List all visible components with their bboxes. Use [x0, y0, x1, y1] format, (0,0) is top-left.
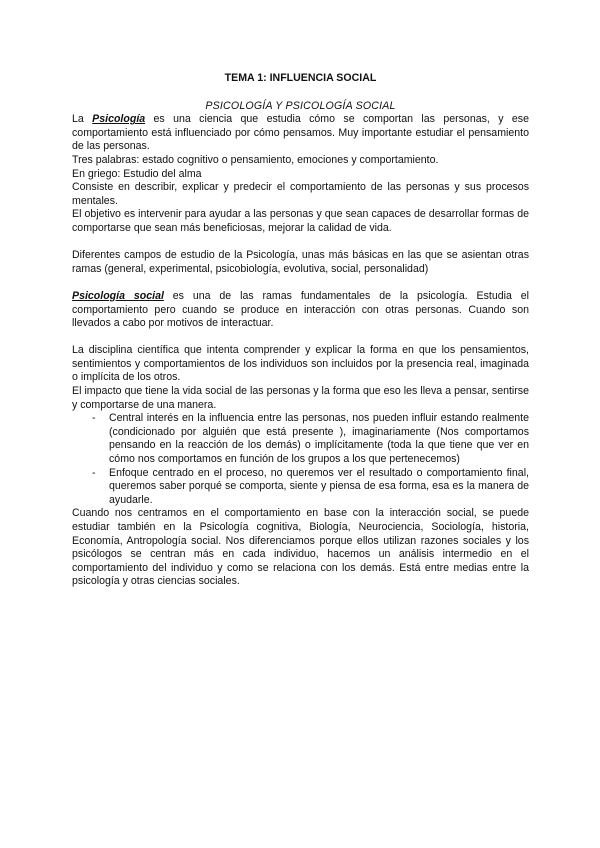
paragraph-spacer	[72, 331, 529, 345]
paragraph-disciplina: La disciplina científica que intenta comprender y explicar la forma en que los pensamientos, sentimientos y comportamientos de los individuos son incluidos por la presencia real, imaginada o implícita de los otros.	[72, 344, 529, 384]
bullet-list	[72, 412, 529, 507]
keyword-psicologia-social: Psicología social	[72, 289, 164, 302]
paragraph-lead-text: La	[72, 113, 93, 126]
paragraph-spacer	[72, 236, 529, 250]
keyword-psicologia: Psicología	[92, 113, 146, 126]
paragraph-psicologia-definition	[72, 113, 529, 154]
paragraph-spacer	[72, 276, 529, 290]
paragraph-griego: En griego: Estudio del alma	[72, 167, 202, 180]
paragraph-campos: Diferentes campos de estudio de la Psicología, unas más básicas en las que se asientan otras ramas (general, experimental, psicobiología, evolutiva, social, personalidad)	[72, 249, 529, 275]
bullet-dash: -	[92, 412, 96, 425]
list-item-text: Enfoque centrado en el proceso, no queremos ver el resultado o comportamiento final, queremos saber porqué se comporta, siente y piensa de esa forma, esa es la manera de ayudarle.	[109, 466, 529, 506]
section-heading: PSICOLOGÍA Y PSICOLOGÍA SOCIAL	[205, 99, 396, 112]
paragraph-body-text: es una de las ramas fundamentales de la psicología. Estudia el comportamiento pero cuando se produce en interacción con otras personas. Cuando son llevados a cabo por motivos de interactuar.	[72, 289, 529, 330]
paragraph-impacto: El impacto que tiene la vida social de las personas y la forma que eso les lleva a pensar, sentirse y comportarse de una manera.	[72, 385, 529, 411]
list-item	[92, 412, 529, 466]
paragraph-body-text: es una ciencia que estudia cómo se comportan las personas, y ese comportamiento está influenciado por cómo pensamos. Muy importante estudiar el pensamiento de las personas.	[72, 113, 529, 153]
bullet-dash: -	[92, 466, 96, 479]
document-title: TEMA 1: INFLUENCIA SOCIAL	[224, 72, 377, 84]
paragraph-consiste: Consiste en describir, explicar y predecir el comportamiento de las personas y sus procesos mentales.	[72, 181, 529, 207]
paragraph-objetivo: El objetivo es intervenir para ayudar a las personas y que sean capaces de desarrollar formas de comportarse que sean más beneficiosas, mejorar la calidad de vida.	[72, 208, 529, 234]
list-item	[92, 467, 529, 508]
paragraph-psicologia-social	[72, 290, 529, 331]
paragraph-tres-palabras: Tres palabras: estado cognitivo o pensamiento, emociones y comportamiento.	[72, 153, 439, 166]
list-item-text: Central interés en la influencia entre las personas, nos pueden influir estando realmente (condicionado por alguién que está presente ), imaginariamente (Nos comportamos pensando en la reacción de los demás) o implícitamente (toda la que tiene que ver en cómo nos comportamos en función de los grupos a los que pertenecemos)	[109, 412, 529, 466]
document-page	[72, 72, 529, 589]
paragraph-interaccion-social: Cuando nos centramos en el comportamiento en base con la interacción social, se puede estudiar también en la Psicología cognitiva, Biología, Neurociencia, Sociología, historia, Economía, Antropología social. Nos diferenciamos porque ellos utilizan razones sociales y los psicólogos se centran más en cada individuo, hacemos un análisis intermedio en el comportamiento del individuo y como se relaciona con los demás. Está entre medias entre la psicología y otras ciencias sociales.	[72, 507, 529, 588]
